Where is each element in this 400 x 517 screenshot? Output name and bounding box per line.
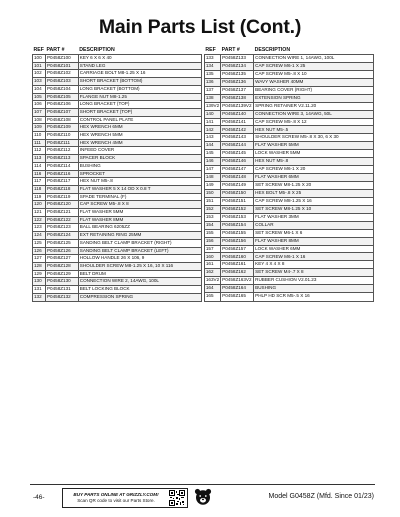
grizzly-bear-logo-icon: [194, 488, 212, 506]
ref-cell: 157: [204, 245, 220, 253]
table-row: [204, 110, 373, 118]
ref-cell: 117: [33, 178, 46, 186]
ref-cell: 155: [204, 229, 220, 237]
ref-cell: 132: [33, 293, 46, 301]
description-cell: BUSHING: [254, 285, 374, 293]
table-row: [204, 55, 373, 63]
description-cell: HEX WRENCH 4MM: [78, 139, 201, 147]
part-number-cell: P0458Z130: [45, 278, 78, 286]
ref-cell: 162: [204, 269, 220, 277]
table-row: [204, 269, 373, 277]
header-part: PART #: [221, 47, 240, 54]
table-row: [204, 78, 373, 86]
description-cell: WAVY WASHER 40MM: [254, 78, 374, 86]
part-number-cell: P0458Z153: [221, 213, 254, 221]
table-row: [33, 293, 202, 301]
ref-cell: 165: [204, 293, 220, 301]
table-row: [33, 162, 202, 170]
table-row: [204, 102, 373, 110]
part-number-cell: P0458Z110: [45, 132, 78, 140]
description-cell: CONNECTION WIRE 2, 14AWG, 100L: [78, 278, 201, 286]
description-cell: KEY 6 X 6 X 40: [78, 55, 201, 63]
ref-cell: 152: [204, 205, 220, 213]
description-cell: CAP SCREW M6-1 X 20: [254, 166, 374, 174]
table-row: [33, 62, 202, 70]
ref-cell: 130: [33, 278, 46, 286]
description-cell: HEX NUT M5-.8: [78, 178, 201, 186]
ref-cell: 116: [33, 170, 46, 178]
part-number-cell: P0458Z116: [45, 170, 78, 178]
parts-store-promo[interactable]: [62, 488, 188, 508]
table-row: [204, 166, 373, 174]
ref-cell: 111: [33, 139, 46, 147]
table-row: [33, 139, 202, 147]
table-row: [33, 232, 202, 240]
ref-cell: 151: [204, 197, 220, 205]
table-header-row: [204, 47, 373, 55]
ref-cell: 121: [33, 209, 46, 217]
description-cell: SET SCREW M8-1.25 X 10: [254, 205, 374, 213]
page-number: -46-: [33, 494, 45, 501]
description-cell: CAP SCREW M5-.8 X 8: [78, 201, 201, 209]
description-cell: CAP SCREW M5-.8 X 12: [254, 118, 374, 126]
table-row: [33, 286, 202, 294]
part-number-cell: P0458Z135: [221, 70, 254, 78]
ref-cell: 100: [33, 55, 46, 63]
part-number-cell: P0458Z161: [221, 261, 254, 269]
part-number-cell: P0458Z123: [45, 224, 78, 232]
ref-cell: 133: [204, 55, 220, 63]
table-row: [204, 245, 373, 253]
table-row: [204, 229, 373, 237]
part-number-cell: P0458Z105: [45, 93, 78, 101]
part-number-cell: P0458Z149: [221, 182, 254, 190]
ref-cell: 154: [204, 221, 220, 229]
table-row: [33, 116, 202, 124]
table-row: [33, 193, 202, 201]
description-cell: BELT LOCKING BLOCK: [78, 286, 201, 294]
table-row: [204, 253, 373, 261]
table-row: [204, 150, 373, 158]
ref-cell: 125: [33, 239, 46, 247]
part-number-cell: P0458Z112: [45, 147, 78, 155]
promo-headline: BUY PARTS ONLINE AT GRIZZLY.COM!: [73, 492, 159, 497]
ref-cell: 108: [33, 116, 46, 124]
table-row: [33, 124, 202, 132]
table-row: [204, 205, 373, 213]
table-row: [33, 216, 202, 224]
ref-cell: 122: [33, 216, 46, 224]
ref-cell: 131: [33, 286, 46, 294]
description-cell: BALL BEARING 6205ZZ: [78, 224, 201, 232]
part-number-cell: P0458Z100: [45, 55, 78, 63]
description-cell: CONNECTION WIRE 1, 14AWG, 100L: [254, 55, 374, 63]
table-row: [204, 285, 373, 293]
part-number-cell: P0458Z139V2: [221, 102, 254, 110]
part-number-cell: P0458Z163V2: [221, 277, 254, 285]
model-info: Model G0458Z (Mfd. Since 01/23): [268, 493, 374, 500]
part-number-cell: P0458Z151: [221, 197, 254, 205]
table-row: [204, 134, 373, 142]
description-cell: LOCK WASHER 5MM: [254, 150, 374, 158]
ref-cell: 118: [33, 185, 46, 193]
ref-cell: 163V2: [204, 277, 220, 285]
ref-cell: 141: [204, 118, 220, 126]
part-number-cell: P0458Z143: [221, 134, 254, 142]
description-cell: SET SCREW M6-1 X 6: [254, 229, 374, 237]
description-cell: CARRIAGE BOLT M8-1.25 X 16: [78, 70, 201, 78]
table-row: [33, 93, 202, 101]
table-row: [33, 70, 202, 78]
part-number-cell: P0458Z147: [221, 166, 254, 174]
table-row: [33, 147, 202, 155]
description-cell: HEX NUT M5-.5: [254, 126, 374, 134]
description-cell: LONG BRACKET (BOTTOM): [78, 85, 201, 93]
description-cell: KEY 4 X 4 X 8: [254, 261, 374, 269]
description-cell: EXT RETAINING RING 25MM: [78, 232, 201, 240]
part-number-cell: P0458Z120: [45, 201, 78, 209]
table-row: [204, 94, 373, 102]
ref-cell: 137: [204, 86, 220, 94]
part-number-cell: P0458Z134: [221, 62, 254, 70]
description-cell: RUBBER CUSHION V2.01.23: [254, 277, 374, 285]
description-cell: SET SCREW M4-.7 X 8: [254, 269, 374, 277]
part-number-cell: P0458Z140: [221, 110, 254, 118]
table-row: [204, 182, 373, 190]
part-number-cell: P0458Z142: [221, 126, 254, 134]
ref-cell: 107: [33, 108, 46, 116]
ref-cell: 110: [33, 132, 46, 140]
part-number-cell: P0458Z132: [45, 293, 78, 301]
ref-cell: 109: [33, 124, 46, 132]
description-cell: BELT DRUM: [78, 270, 201, 278]
ref-cell: 106: [33, 101, 46, 109]
part-number-cell: P0458Z154: [221, 221, 254, 229]
table-row: [204, 197, 373, 205]
description-cell: HOLLOW HANDLE 26 X 106, 9: [78, 255, 201, 263]
description-cell: FLANGE NUT M8-1.25: [78, 93, 201, 101]
description-cell: BEARING COVER (RIGHT): [254, 86, 374, 94]
table-row: [204, 277, 373, 285]
header-ref: REF: [33, 47, 44, 54]
part-number-cell: P0458Z106: [45, 101, 78, 109]
description-cell: HEX WRENCH 6MM: [78, 124, 201, 132]
part-number-cell: P0458Z124: [45, 232, 78, 240]
part-number-cell: P0458Z101: [45, 62, 78, 70]
description-cell: LOCK WASHER 6MM: [254, 245, 374, 253]
ref-cell: 114: [33, 162, 46, 170]
description-cell: SPACER BLOCK: [78, 155, 201, 163]
part-number-cell: P0458Z144: [221, 142, 254, 150]
part-number-cell: P0458Z136: [221, 78, 254, 86]
table-row: [204, 261, 373, 269]
table-row: [204, 158, 373, 166]
ref-cell: 124: [33, 232, 46, 240]
description-cell: SHOULDER SCREW M8-1.25 X 16, 10 X 116: [78, 262, 201, 270]
part-number-cell: P0458Z111: [45, 139, 78, 147]
part-number-cell: P0458Z141: [221, 118, 254, 126]
part-number-cell: P0458Z119: [45, 193, 78, 201]
table-row: [204, 189, 373, 197]
part-number-cell: P0458Z128: [45, 262, 78, 270]
ref-cell: 148: [204, 174, 220, 182]
part-number-cell: P0458Z157: [221, 245, 254, 253]
ref-cell: 161: [204, 261, 220, 269]
ref-cell: 123: [33, 224, 46, 232]
table-row: [204, 221, 373, 229]
description-cell: SPRING RETAINER V2.11.20: [254, 102, 374, 110]
table-row: [33, 185, 202, 193]
description-cell: CONTROL PANEL PLATE: [78, 116, 201, 124]
description-cell: SHORT BRACKET (TOP): [78, 108, 201, 116]
ref-cell: 140: [204, 110, 220, 118]
header-ref: REF: [205, 47, 216, 54]
ref-cell: 104: [33, 85, 46, 93]
part-number-cell: P0458Z113: [45, 155, 78, 163]
table-row: [204, 142, 373, 150]
ref-cell: 144: [204, 142, 220, 150]
description-cell: FLAT WASHER 8MM: [78, 216, 201, 224]
table-row: [33, 132, 202, 140]
promo-text: [63, 492, 169, 504]
table-row: [33, 101, 202, 109]
description-cell: CAP SCREW M6-1 X 16: [254, 253, 374, 261]
table-row: [204, 126, 373, 134]
part-number-cell: P0458Z148: [221, 174, 254, 182]
part-number-cell: P0458Z102: [45, 70, 78, 78]
table-row: [204, 174, 373, 182]
table-row: [204, 118, 373, 126]
description-cell: CAP SCREW M8-1.25 X 16: [254, 197, 374, 205]
description-cell: SPROCKET: [78, 170, 201, 178]
part-number-cell: P0458Z160: [221, 253, 254, 261]
description-cell: INFEED COVER: [78, 147, 201, 155]
ref-cell: 160: [204, 253, 220, 261]
part-number-cell: P0458Z164: [221, 285, 254, 293]
ref-cell: 126: [33, 247, 46, 255]
ref-cell: 127: [33, 255, 46, 263]
table-row: [33, 155, 202, 163]
table-row: [204, 237, 373, 245]
description-cell: EXTENSION SPRING: [254, 94, 374, 102]
description-cell: CONNECTION WIRE 3, 14AWG, 50L: [254, 110, 374, 118]
parts-table-left-body: [33, 55, 202, 302]
description-cell: FLAT WASHER 5MM: [78, 209, 201, 217]
part-number-cell: P0458Z127: [45, 255, 78, 263]
description-cell: HEX NUT M5-.8: [254, 158, 374, 166]
table-row: [33, 278, 202, 286]
part-number-cell: P0458Z155: [221, 229, 254, 237]
table-row: [33, 255, 202, 263]
ref-cell: 128: [33, 262, 46, 270]
description-cell: LONG BRACKET (TOP): [78, 101, 201, 109]
table-row: [33, 239, 202, 247]
table-row: [204, 86, 373, 94]
part-number-cell: P0458Z121: [45, 209, 78, 217]
ref-cell: 134: [204, 62, 220, 70]
description-cell: BUSHING: [78, 162, 201, 170]
ref-cell: 164: [204, 285, 220, 293]
description-cell: SHORT BRACKET (BOTTOM): [78, 78, 201, 86]
description-cell: FLAT WASHER 5MM: [254, 142, 374, 150]
description-cell: SHOULDER SCREW M5-.8 X 30, 6 X 30: [254, 134, 374, 142]
ref-cell: 153: [204, 213, 220, 221]
ref-cell: 145: [204, 150, 220, 158]
parts-tables: [32, 47, 374, 302]
description-cell: FLAT WASHER 8MM: [254, 237, 374, 245]
description-cell: SPADE TERMINAL (F): [78, 193, 201, 201]
part-number-cell: P0458Z165: [221, 293, 254, 301]
ref-cell: 139V2: [204, 102, 220, 110]
ref-cell: 149: [204, 182, 220, 190]
table-row: [33, 178, 202, 186]
part-number-cell: P0458Z150: [221, 189, 254, 197]
parts-table-right: [204, 47, 374, 302]
part-number-cell: P0458Z114: [45, 162, 78, 170]
part-number-cell: P0458Z133: [221, 55, 254, 63]
part-number-cell: P0458Z118: [45, 185, 78, 193]
ref-cell: 150: [204, 189, 220, 197]
parts-table-left: [32, 47, 202, 302]
part-number-cell: P0458Z131: [45, 286, 78, 294]
ref-cell: 147: [204, 166, 220, 174]
ref-cell: 142: [204, 126, 220, 134]
description-cell: COLLAR: [254, 221, 374, 229]
table-row: [33, 224, 202, 232]
part-number-cell: P0458Z103: [45, 78, 78, 86]
promo-subline: Scan QR code to visit our Parts Store.: [77, 498, 155, 503]
part-number-cell: P0458Z138: [221, 94, 254, 102]
part-number-cell: P0458Z117: [45, 178, 78, 186]
ref-cell: 101: [33, 62, 46, 70]
part-number-cell: P0458Z126: [45, 247, 78, 255]
description-cell: HEX WRENCH 5MM: [78, 132, 201, 140]
part-number-cell: P0458Z162: [221, 269, 254, 277]
description-cell: PHLP HD SCR M5-.5 X 16: [254, 293, 374, 301]
description-cell: CAP SCREW M5-.8 X 10: [254, 70, 374, 78]
part-number-cell: P0458Z137: [221, 86, 254, 94]
ref-cell: 103: [33, 78, 46, 86]
table-row: [33, 270, 202, 278]
ref-cell: 119: [33, 193, 46, 201]
description-cell: SANDING BELT CLAMP BRACKET (RIGHT): [78, 239, 201, 247]
table-row: [33, 247, 202, 255]
ref-cell: 138: [204, 94, 220, 102]
description-cell: FLAT WASHER 5 X 14 OD X 0.8 T: [78, 185, 201, 193]
part-number-cell: P0458Z146: [221, 158, 254, 166]
page-title: Main Parts List (Cont.): [98, 16, 302, 38]
ref-cell: 146: [204, 158, 220, 166]
part-number-cell: P0458Z109: [45, 124, 78, 132]
table-row: [33, 78, 202, 86]
part-number-cell: P0458Z125: [45, 239, 78, 247]
table-row: [204, 213, 373, 221]
ref-cell: 120: [33, 201, 46, 209]
parts-table-right-body: [204, 55, 373, 302]
table-header-row: [33, 47, 202, 55]
header-description: DESCRIPTION: [254, 47, 291, 54]
ref-cell: 136: [204, 78, 220, 86]
part-number-cell: P0458Z156: [221, 237, 254, 245]
description-cell: STAND LEG: [78, 62, 201, 70]
ref-cell: 156: [204, 237, 220, 245]
description-cell: FLAT WASHER 3MM: [254, 213, 374, 221]
table-row: [33, 201, 202, 209]
part-number-cell: P0458Z107: [45, 108, 78, 116]
table-row: [33, 55, 202, 63]
part-number-cell: P0458Z104: [45, 85, 78, 93]
description-cell: SET SCREW M8-1.25 X 20: [254, 182, 374, 190]
header-part: PART #: [46, 47, 65, 54]
footer-divider: [30, 484, 375, 485]
table-row: [33, 209, 202, 217]
part-number-cell: P0458Z122: [45, 216, 78, 224]
ref-cell: 102: [33, 70, 46, 78]
ref-cell: 143: [204, 134, 220, 142]
header-description: DESCRIPTION: [79, 47, 115, 54]
qr-code-icon[interactable]: [169, 490, 185, 506]
description-cell: COMPRESSION SPRING: [78, 293, 201, 301]
table-row: [33, 85, 202, 93]
part-number-cell: P0458Z152: [221, 205, 254, 213]
description-cell: SANDING BELT CLAMP BRACKET (LEFT): [78, 247, 201, 255]
ref-cell: 105: [33, 93, 46, 101]
table-row: [204, 293, 373, 301]
ref-cell: 129: [33, 270, 46, 278]
ref-cell: 135: [204, 70, 220, 78]
ref-cell: 113: [33, 155, 46, 163]
table-row: [204, 62, 373, 70]
table-row: [204, 70, 373, 78]
ref-cell: 112: [33, 147, 46, 155]
description-cell: HEX BOLT M5-.8 X 25: [254, 189, 374, 197]
description-cell: CAP SCREW M6-1 X 25: [254, 62, 374, 70]
part-number-cell: P0458Z108: [45, 116, 78, 124]
table-row: [33, 262, 202, 270]
table-row: [33, 170, 202, 178]
part-number-cell: P0458Z129: [45, 270, 78, 278]
part-number-cell: P0458Z145: [221, 150, 254, 158]
table-row: [33, 108, 202, 116]
description-cell: FLAT WASHER 6MM: [254, 174, 374, 182]
